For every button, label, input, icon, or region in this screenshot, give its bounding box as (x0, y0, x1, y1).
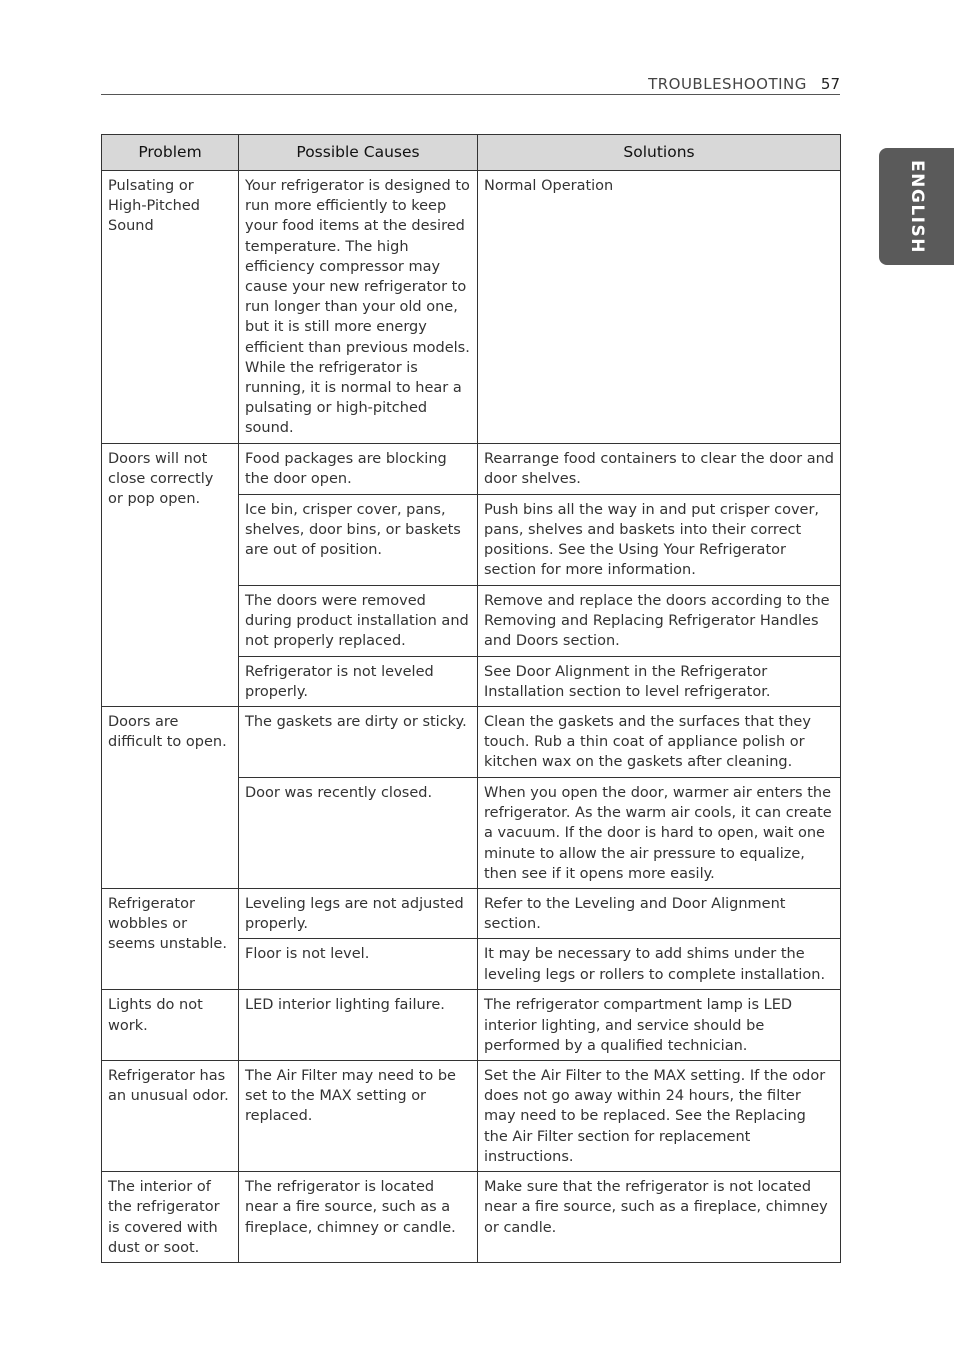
cause-cell: Ice bin, crisper cover, pans, shelves, door bins, or baskets are out of position. (239, 494, 478, 585)
page-number: 57 (820, 75, 840, 93)
language-tab-label: ENGLISH (906, 159, 927, 254)
solution-cell: Rearrange food containers to clear the door and door shelves. (478, 443, 841, 494)
solution-cell: Refer to the Leveling and Door Alignment section. (478, 889, 841, 939)
solution-cell: See Door Alignment in the Refrigerator Installation section to level refrigerator. (478, 656, 841, 706)
cause-cell: Your refrigerator is designed to run more efficiently to keep your food items at the desired temperature. The high efficiency compressor may cause your new refrigerator to run longer than your old one, but it is still more energy efficient than previous models. While the refrigerator is running, it is normal to hear a pulsating or high-pitched sound. (239, 171, 478, 444)
problem-cell: Pulsating or High-Pitched Sound (102, 171, 239, 444)
page-header (101, 74, 840, 95)
solution-cell: It may be necessary to add shims under the leveling legs or rollers to complete installation. (478, 939, 841, 990)
solution-cell: The refrigerator compartment lamp is LED interior lighting, and service should be performed by a qualified technician. (478, 990, 841, 1061)
problem-cell: Lights do not work. (102, 990, 239, 1061)
troubleshooting-table (101, 134, 841, 1263)
cause-cell: Leveling legs are not adjusted properly. (239, 889, 478, 939)
solution-cell: Remove and replace the doors according to the Removing and Replacing Refrigerator Handles and Doors section. (478, 585, 841, 656)
cause-cell: The gaskets are dirty or sticky. (239, 707, 478, 778)
cause-cell: LED interior lighting failure. (239, 990, 478, 1061)
table-row (102, 171, 841, 444)
section-title: TROUBLESHOOTING (648, 75, 807, 93)
solution-cell: Make sure that the refrigerator is not located near a fire source, such as a fireplace, chimney or candle. (478, 1172, 841, 1263)
cause-cell: Refrigerator is not leveled properly. (239, 656, 478, 706)
solution-cell: Set the Air Filter to the MAX setting. If the odor does not go away within 24 hours, the filter may need to be replaced. See the Replacing the Air Filter section for replacement instructions. (478, 1061, 841, 1172)
cause-cell: The refrigerator is located near a fire source, such as a fireplace, chimney or candle. (239, 1172, 478, 1263)
table-header-row (102, 135, 841, 171)
cause-cell: The doors were removed during product installation and not properly replaced. (239, 585, 478, 656)
cause-cell: Door was recently closed. (239, 778, 478, 889)
table-row (102, 1061, 841, 1172)
problem-cell: Doors will not close correctly or pop open. (102, 443, 239, 706)
problem-cell: Refrigerator has an unusual odor. (102, 1061, 239, 1172)
cause-cell: Floor is not level. (239, 939, 478, 990)
solution-cell: Clean the gaskets and the surfaces that they touch. Rub a thin coat of appliance polish or kitchen wax on the gaskets after cleaning. (478, 707, 841, 778)
table-row (102, 990, 841, 1061)
language-tab (879, 148, 954, 265)
solution-cell: Push bins all the way in and put crisper cover, pans, shelves and baskets into their correct positions. See the Using Your Refrigerator section for more information. (478, 494, 841, 585)
table-row (102, 1172, 841, 1263)
problem-cell: The interior of the refrigerator is covered with dust or soot. (102, 1172, 239, 1263)
table-row (102, 707, 841, 778)
problem-cell: Refrigerator wobbles or seems unstable. (102, 889, 239, 990)
column-header-problem: Problem (102, 135, 239, 171)
column-header-causes: Possible Causes (239, 135, 478, 171)
column-header-solutions: Solutions (478, 135, 841, 171)
solution-cell: When you open the door, warmer air enters the refrigerator. As the warm air cools, it can create a vacuum. If the door is hard to open, wait one minute to allow the air pressure to equalize, then see if it opens more easily. (478, 778, 841, 889)
table-row (102, 443, 841, 494)
cause-cell: Food packages are blocking the door open. (239, 443, 478, 494)
table-row (102, 889, 841, 939)
cause-cell: The Air Filter may need to be set to the MAX setting or replaced. (239, 1061, 478, 1172)
solution-cell: Normal Operation (478, 171, 841, 444)
problem-cell: Doors are difficult to open. (102, 707, 239, 889)
